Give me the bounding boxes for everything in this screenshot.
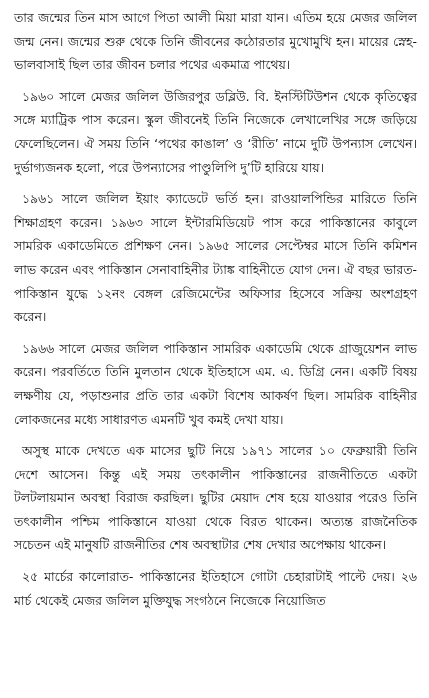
- paragraph-2: ১৯৬০ সালে মেজর জলিল উজিরপুর ডব্লিউ. বি. ইনস্টিটিউশন থেকে কৃতিত্বের সঙ্গে ম্যাট্রিক পাস করেন। স্কুল জীবনেই তিনি নিজেকে লেখালেখির সঙ্গে জড়িয়ে ফেলেছিলেন। ঐ সময় তিনি ‘পথের কাঙাল’ ও ‘রীতি’ নামে দুটি উপন্যাস লেখেন। দুর্ভাগ্যজনক হলো, পরে উপন্যাসের পাণ্ডুলিপি দু’টি হারিয়ে যায়।: [14, 88, 417, 175]
- paragraph-6: ২৫ মার্চের কালোরাত- পাকিস্তানের ইতিহাসে গোটা চেহারাটাই পাল্টে দেয়। ২৬ মার্চ থেকেই মেজর জলিল মুক্তিযুদ্ধ সংগঠনে নিজেকে নিয়োজিত: [14, 569, 417, 608]
- paragraph-5: অসুস্থ মাকে দেখতে এক মাসের ছুটি নিয়ে ১৯৭১ সালের ১০ ফেব্রুয়ারী তিনি দেশে আসেন। কিন্তু এই সময় তৎকালীন পাকিস্তানের রাজনীতিতে একটা টলটলায়মান অবস্থা বিরাজ করছিল। ছুটির মেয়াদ শেষ হয়ে যাওয়ার পরেও তিনি তৎকালীন পশ্চিম পাকিস্তানে যাওয়া থেকে বিরত থাকেন। অত্যন্ত রাজনৈতিক সচেতন এই মানুষটি রাজনীতির শেষ অবস্থাটার শেষ দেখার অপেক্ষায় থাকেন।: [14, 443, 417, 553]
- paragraph-1: তার জন্মের তিন মাস আগে পিতা আলী মিয়া মারা যান। এতিম হয়ে মেজর জলিল জন্ম নেন। জন্মের শুরু থেকে তিনি জীবনের কঠোরতার মুখোমুখি হন। মায়ের স্নেহ-ভালবাসাই ছিল তার জীবন চলার পথের একমাত্র পাথেয়।: [14, 10, 417, 73]
- paragraph-4: ১৯৬৬ সালে মেজর জলিল পাকিস্তান সামরিক একাডেমি থেকে গ্রাজুয়েশন লাভ করেন। পরবর্তিতে তিনি মুলতান থেকে ইতিহাসে এম. এ. ডিগ্রি নেন। একটি বিষয় লক্ষণীয় যে, পড়াশুনার প্রতি তার একটা বিশেষ আকর্ষণ ছিল। সামরিক বাহিনীর লোকজনের মধ্যে সাধারণত এমনটি খুব কমই দেখা যায়।: [14, 340, 417, 427]
- paragraph-3: ১৯৬১ সালে জলিল ইয়াং ক্যাডেটে ভর্তি হন। রাওয়ালপিন্ডির মারিতে তিনি শিক্ষাগ্রহণ করেন। ১৯৬৩ সালে ইন্টারমিডিয়েট পাস করে পাকিস্তানের কাবুলে সামরিক একাডেমিতে প্রশিক্ষণ নেন। ১৯৬৫ সালের সেপ্টেম্বর মাসে তিনি কমিশন লাভ করেন এবং পাকিস্তান সেনাবাহিনীর ট্যাঙ্ক বাহিনীতে যোগ দেন। ঐ বছর ভারত-পাকিস্তান যুদ্ধে ১২নং বেঙ্গল রেজিমেন্টের অফিসার হিসেবে সক্রিয় অংশগ্রহণ করেন।: [14, 191, 417, 325]
